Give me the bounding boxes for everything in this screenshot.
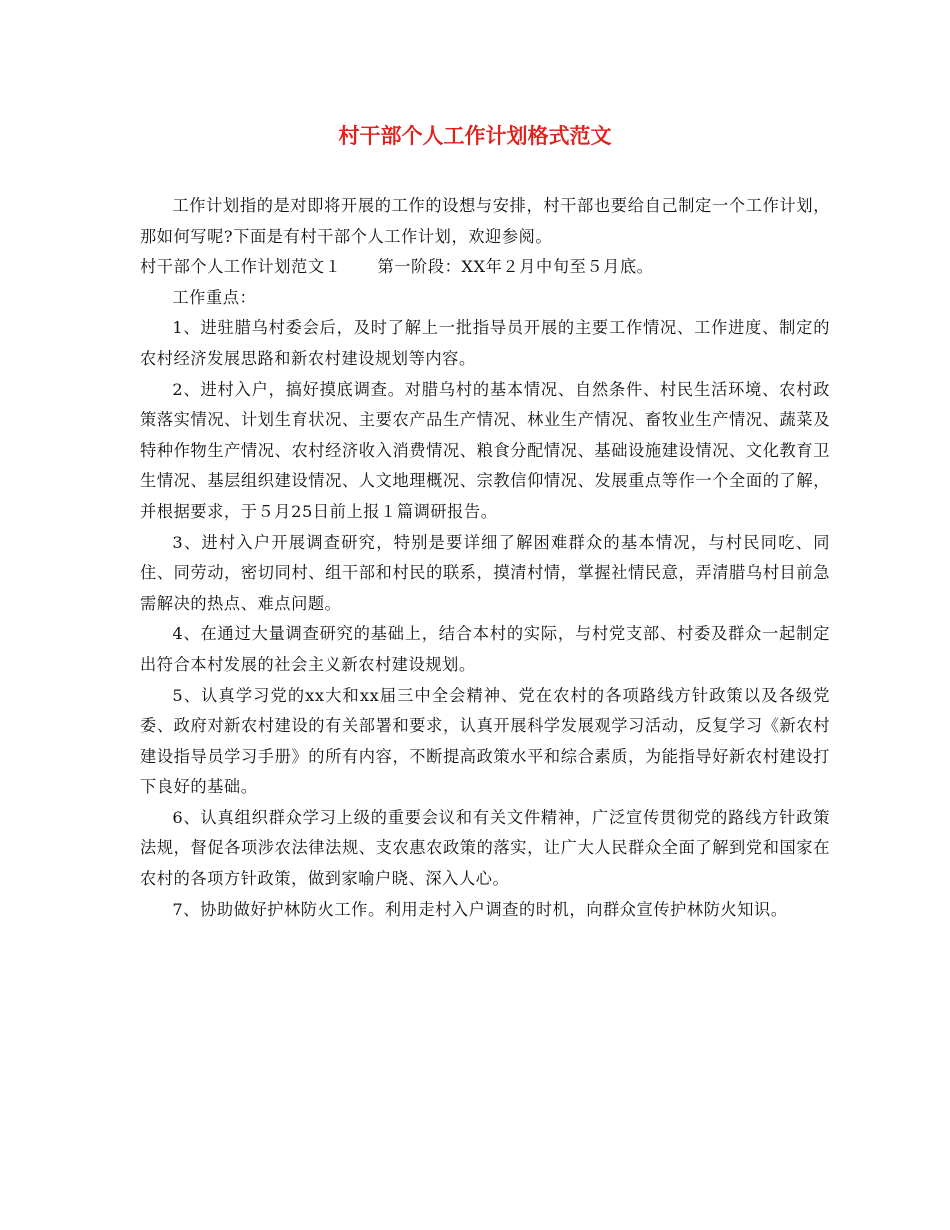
section-line [140, 252, 830, 283]
list-item: 5、认真学习党的xx大和xx届三中全会精神、党在农村的各项路线方针政策以及各级党委、政府对新农村建设的有关部署和要求，认真开展科学发展观学习活动，反复学习《新农村建设指导员学习手册》的所有内容，不断提高政策水平和综合素质，为能指导好新农村建设打下良好的基础。 [140, 685, 830, 797]
list-item: 1、进驻腊乌村委会后，及时了解上一批指导员开展的主要工作情况、工作进度、制定的农村经济发展思路和新农村建设规划等内容。 [140, 318, 830, 368]
list-item: 2、进村入户，搞好摸底调查。对腊乌村的基本情况、自然条件、村民生活环境、农村政策落实情况、计划生育状况、主要农产品生产情况、林业生产情况、畜牧业生产情况、蔬菜及特种作物生产情况、农村经济收入消费情况、粮食分配情况、基础设施建设情况、文化教育卫生情况、基层组织建设情况、人文地理概况、宗教信仰情况、发展重点等作一个全面的了解，并根据要求，于５月25日前上报１篇调研报告。 [140, 379, 830, 521]
section-stage: 第一阶段：XX年２月中旬至５月底。 [377, 257, 654, 277]
list-item: 7、协助做好护林防火工作。利用走村入户调查的时机，向群众宣传护林防火知识。 [172, 899, 788, 919]
focus-heading: 工作重点： [172, 287, 257, 307]
section-label: 村干部个人工作计划范文１ [140, 257, 342, 277]
intro-paragraph: 工作计划指的是对即将开展的工作的设想与安排，村干部也要给自己制定一个工作计划，那如何写呢?下面是有村干部个人工作计划，欢迎参阅。 [140, 196, 830, 246]
list-item: 4、在通过大量调查研究的基础上，结合本村的实际，与村党支部、村委及群众一起制定出符合本村发展的社会主义新农村建设规划。 [140, 624, 830, 674]
list-item: 6、认真组织群众学习上级的重要会议和有关文件精神，广泛宣传贯彻党的路线方针政策法规，督促各项涉农法律法规、支农惠农政策的落实，让广大人民群众全面了解到党和国家在农村的各项方针政策，做到家喻户晓、深入人心。 [140, 807, 830, 889]
document-body [140, 191, 830, 925]
list-item: 3、进村入户开展调查研究，特别是要详细了解困难群众的基本情况，与村民同吃、同住、同劳动，密切同村、组干部和村民的联系，摸清村情，掌握社情民意，弄清腊乌村目前急需解决的热点、难点问题。 [140, 532, 830, 613]
document-title: 村干部个人工作计划格式范文 [338, 123, 612, 148]
